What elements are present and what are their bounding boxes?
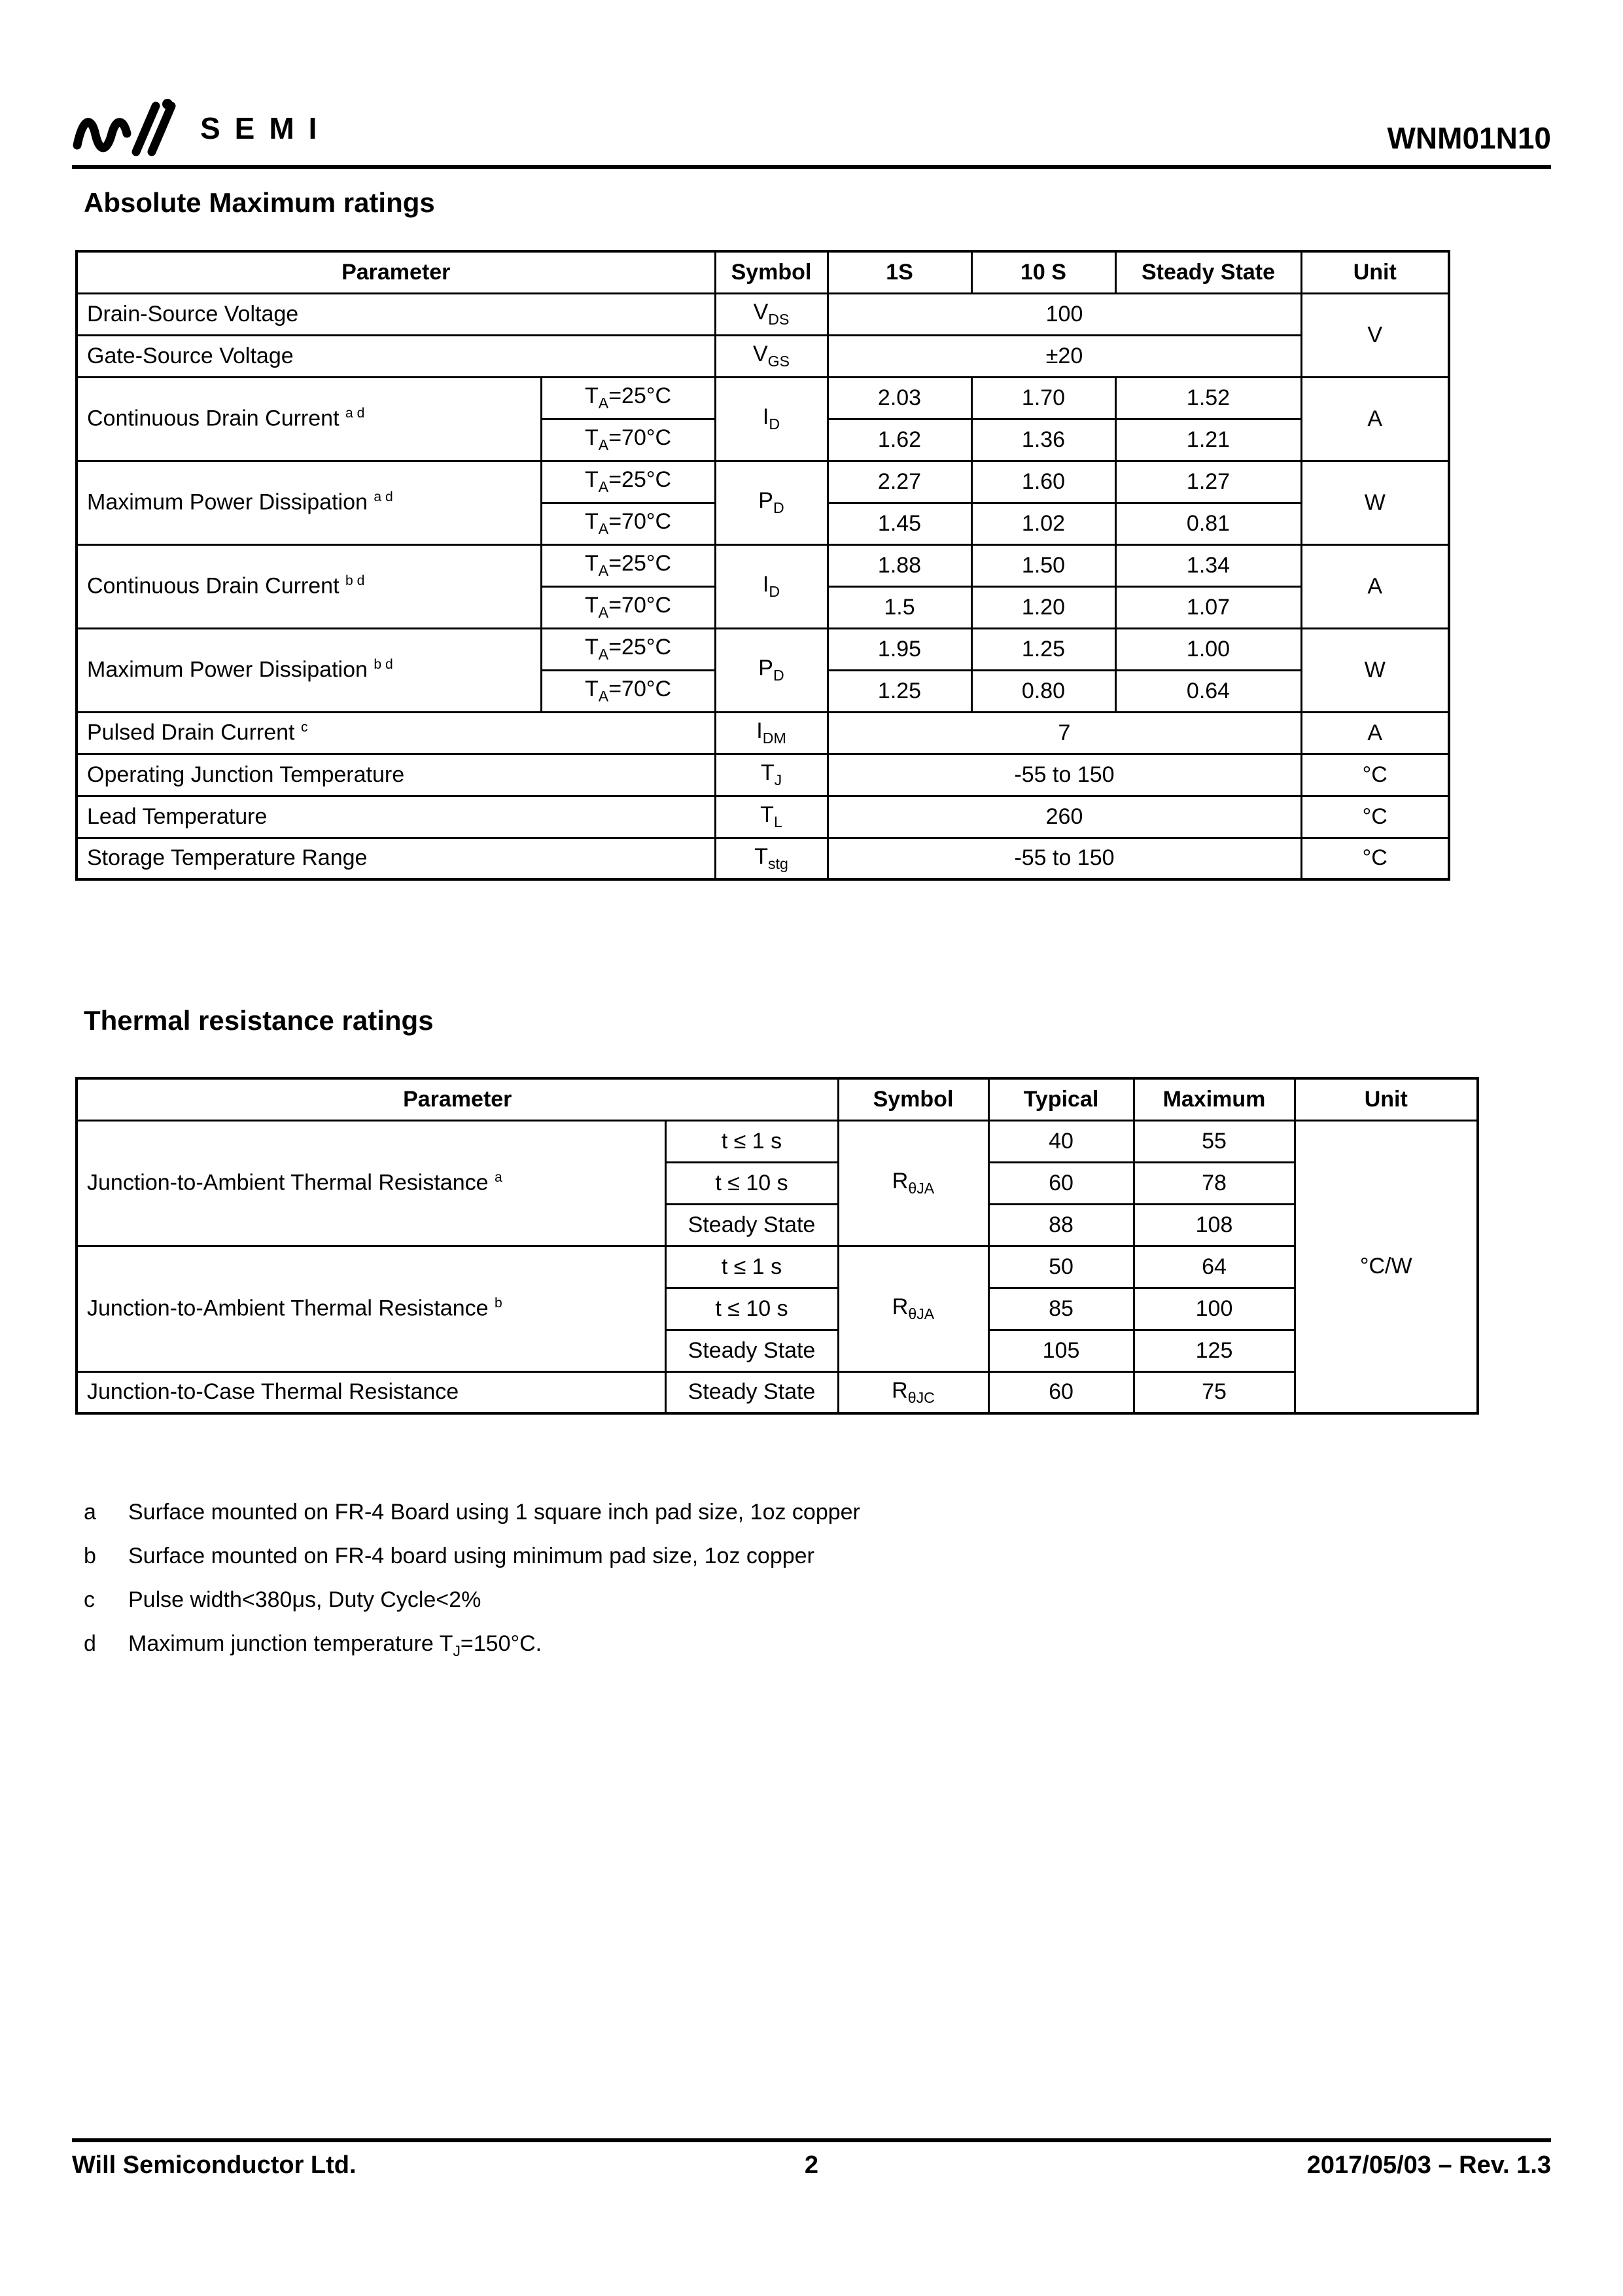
value-cell: 0.80 (971, 670, 1115, 712)
symbol-cell: $T_{stg}$ (715, 838, 828, 879)
param-cell: Pulsed Drain Current $^c$ (77, 712, 715, 754)
table-row (77, 1120, 1478, 1162)
page-header (72, 98, 1551, 169)
value-cell: 125 (1134, 1330, 1295, 1371)
value-cell: 1.45 (828, 503, 971, 544)
value-cell: 1.34 (1115, 544, 1301, 586)
symbol-cell: $V_{DS}$ (715, 293, 828, 335)
symbol-cell: $P_D$ (715, 628, 828, 712)
value-cell: 85 (988, 1288, 1134, 1330)
value-cell: 1.27 (1115, 461, 1301, 503)
value-cell: 1.25 (971, 628, 1115, 670)
param-cell: Junction-to-Case Thermal Resistance (77, 1371, 665, 1413)
param-cell: Junction-to-Ambient Thermal Resistance $^a$ (77, 1120, 665, 1246)
symbol-cell: $P_D$ (715, 461, 828, 544)
value-cell: 1.50 (971, 544, 1115, 586)
value-cell: 2.27 (828, 461, 971, 503)
param-cell: Operating Junction Temperature (77, 754, 715, 796)
footnotes (84, 1500, 1623, 1660)
table-row (77, 377, 1449, 419)
value-cell: 1.21 (1115, 419, 1301, 461)
value-cell: 1.07 (1115, 586, 1301, 628)
table-row (77, 1246, 1478, 1288)
symbol-cell: $R_{\theta JC}$ (838, 1371, 988, 1413)
unit-cell: A (1301, 544, 1449, 628)
col-header-1s: 1S (828, 251, 971, 293)
table-header-row (77, 251, 1449, 293)
unit-cell: °C (1301, 754, 1449, 796)
table-row (77, 754, 1449, 796)
footnote-key: c (84, 1587, 95, 1612)
unit-cell: °C/W (1295, 1120, 1478, 1413)
symbol-cell: $I_D$ (715, 544, 828, 628)
condition-cell: $T_A=25^\circ C$ (541, 461, 715, 503)
col-header-symbol: Symbol (715, 251, 828, 293)
footnote-key: b (84, 1544, 96, 1568)
param-cell: Maximum Power Dissipation $^{b d}$ (77, 628, 541, 712)
value-cell: ±20 (828, 335, 1301, 377)
unit-cell: °C (1301, 796, 1449, 838)
value-cell: -55 to 150 (828, 754, 1301, 796)
unit-cell: A (1301, 712, 1449, 754)
col-header-typical: Typical (988, 1078, 1134, 1120)
col-header-maximum: Maximum (1134, 1078, 1295, 1120)
condition-cell: $T_A=70^\circ C$ (541, 670, 715, 712)
value-cell: 1.62 (828, 419, 971, 461)
value-cell: 60 (988, 1371, 1134, 1413)
footnote-c (84, 1587, 1623, 1613)
value-cell: 1.95 (828, 628, 971, 670)
param-cell: Junction-to-Ambient Thermal Resistance $^b$ (77, 1246, 665, 1371)
col-header-steady-state: Steady State (1115, 251, 1301, 293)
unit-cell: V (1301, 293, 1449, 377)
unit-cell: A (1301, 377, 1449, 461)
symbol-cell: $T_L$ (715, 796, 828, 838)
condition-cell: Steady State (665, 1330, 838, 1371)
thermal-resistance-ratings-table (75, 1077, 1479, 1415)
value-cell: 1.52 (1115, 377, 1301, 419)
value-cell: 108 (1134, 1204, 1295, 1246)
col-header-parameter: Parameter (77, 1078, 838, 1120)
footnote-b (84, 1544, 1623, 1569)
condition-cell: $T_A=25^\circ C$ (541, 628, 715, 670)
param-cell: Gate-Source Voltage (77, 335, 715, 377)
table-row (77, 293, 1449, 335)
param-cell: Continuous Drain Current $^{a d}$ (77, 377, 541, 461)
value-cell: 1.5 (828, 586, 971, 628)
symbol-cell: $I_{DM}$ (715, 712, 828, 754)
value-cell: 64 (1134, 1246, 1295, 1288)
symbol-cell: $I_D$ (715, 377, 828, 461)
value-cell: 2.03 (828, 377, 971, 419)
willsemi-logo-mark (72, 98, 183, 158)
table-row (77, 335, 1449, 377)
condition-cell: $T_A=25^\circ C$ (541, 377, 715, 419)
value-cell: 0.81 (1115, 503, 1301, 544)
section-title-thermal: Thermal resistance ratings (84, 1005, 434, 1036)
footnote-text: Pulse width<380μs, Duty Cycle<2% (128, 1587, 481, 1612)
value-cell: 0.64 (1115, 670, 1301, 712)
col-header-unit: Unit (1301, 251, 1449, 293)
value-cell: 1.00 (1115, 628, 1301, 670)
table-header-row (77, 1078, 1478, 1120)
footer-company: Will Semiconductor Ltd. (72, 2151, 357, 2179)
condition-cell: Steady State (665, 1371, 838, 1413)
condition-cell: t ≤ 1 s (665, 1120, 838, 1162)
col-header-10s: 10 S (971, 251, 1115, 293)
value-cell: -55 to 150 (828, 838, 1301, 879)
value-cell: 100 (828, 293, 1301, 335)
col-header-parameter: Parameter (77, 251, 715, 293)
footnote-a (84, 1500, 1623, 1525)
condition-cell: $T_A=70^\circ C$ (541, 586, 715, 628)
symbol-cell: $V_{GS}$ (715, 335, 828, 377)
symbol-cell: $R_{\theta JA}$ (838, 1246, 988, 1371)
col-header-unit: Unit (1295, 1078, 1478, 1120)
value-cell: 1.88 (828, 544, 971, 586)
value-cell: 1.60 (971, 461, 1115, 503)
value-cell: 105 (988, 1330, 1134, 1371)
logo-semi-text: SEMI (200, 111, 332, 145)
unit-cell: W (1301, 628, 1449, 712)
unit-cell: °C (1301, 838, 1449, 879)
value-cell: 1.20 (971, 586, 1115, 628)
footnote-d (84, 1631, 1623, 1660)
param-cell: Maximum Power Dissipation $^{a d}$ (77, 461, 541, 544)
footnote-text: Surface mounted on FR-4 Board using 1 square inch pad size, 1oz copper (128, 1500, 860, 1525)
col-header-symbol: Symbol (838, 1078, 988, 1120)
unit-cell: W (1301, 461, 1449, 544)
value-cell: 60 (988, 1162, 1134, 1204)
footnote-key: d (84, 1631, 96, 1656)
table-row (77, 1371, 1478, 1413)
value-cell: 50 (988, 1246, 1134, 1288)
value-cell: 78 (1134, 1162, 1295, 1204)
value-cell: 75 (1134, 1371, 1295, 1413)
condition-cell: t ≤ 10 s (665, 1288, 838, 1330)
value-cell: 40 (988, 1120, 1134, 1162)
value-cell: 88 (988, 1204, 1134, 1246)
table-row (77, 461, 1449, 503)
condition-cell: Steady State (665, 1204, 838, 1246)
value-cell: 1.70 (971, 377, 1115, 419)
value-cell: 260 (828, 796, 1301, 838)
condition-cell: $T_A=25^\circ C$ (541, 544, 715, 586)
absolute-maximum-ratings-table (75, 250, 1450, 881)
table-row (77, 628, 1449, 670)
footer-revision: 2017/05/03 – Rev. 1.3 (1306, 2151, 1551, 2179)
param-cell: Lead Temperature (77, 796, 715, 838)
page-footer (72, 2138, 1551, 2180)
footnote-text: Maximum junction temperature $T_J=150^\circ C$. (128, 1631, 542, 1659)
param-cell: Drain-Source Voltage (77, 293, 715, 335)
param-cell: Continuous Drain Current $^{b d}$ (77, 544, 541, 628)
value-cell: 7 (828, 712, 1301, 754)
condition-cell: $T_A=70^\circ C$ (541, 419, 715, 461)
param-cell: Storage Temperature Range (77, 838, 715, 879)
condition-cell: t ≤ 10 s (665, 1162, 838, 1204)
symbol-cell: $T_J$ (715, 754, 828, 796)
value-cell: 100 (1134, 1288, 1295, 1330)
footnote-key: a (84, 1500, 96, 1525)
table-row (77, 544, 1449, 586)
symbol-cell: $R_{\theta JA}$ (838, 1120, 988, 1246)
footnote-text: Surface mounted on FR-4 board using minimum pad size, 1oz copper (128, 1544, 814, 1568)
table-row (77, 712, 1449, 754)
value-cell: 1.36 (971, 419, 1115, 461)
value-cell: 55 (1134, 1120, 1295, 1162)
condition-cell: t ≤ 1 s (665, 1246, 838, 1288)
section-title-absolute-maximum: Absolute Maximum ratings (84, 187, 435, 218)
value-cell: 1.25 (828, 670, 971, 712)
footer-page-number: 2 (804, 2151, 819, 2179)
part-number: WNM01N10 (1387, 121, 1551, 155)
willsemi-logo (72, 98, 331, 158)
value-cell: 1.02 (971, 503, 1115, 544)
table-row (77, 796, 1449, 838)
condition-cell: $T_A=70^\circ C$ (541, 503, 715, 544)
table-row (77, 838, 1449, 879)
